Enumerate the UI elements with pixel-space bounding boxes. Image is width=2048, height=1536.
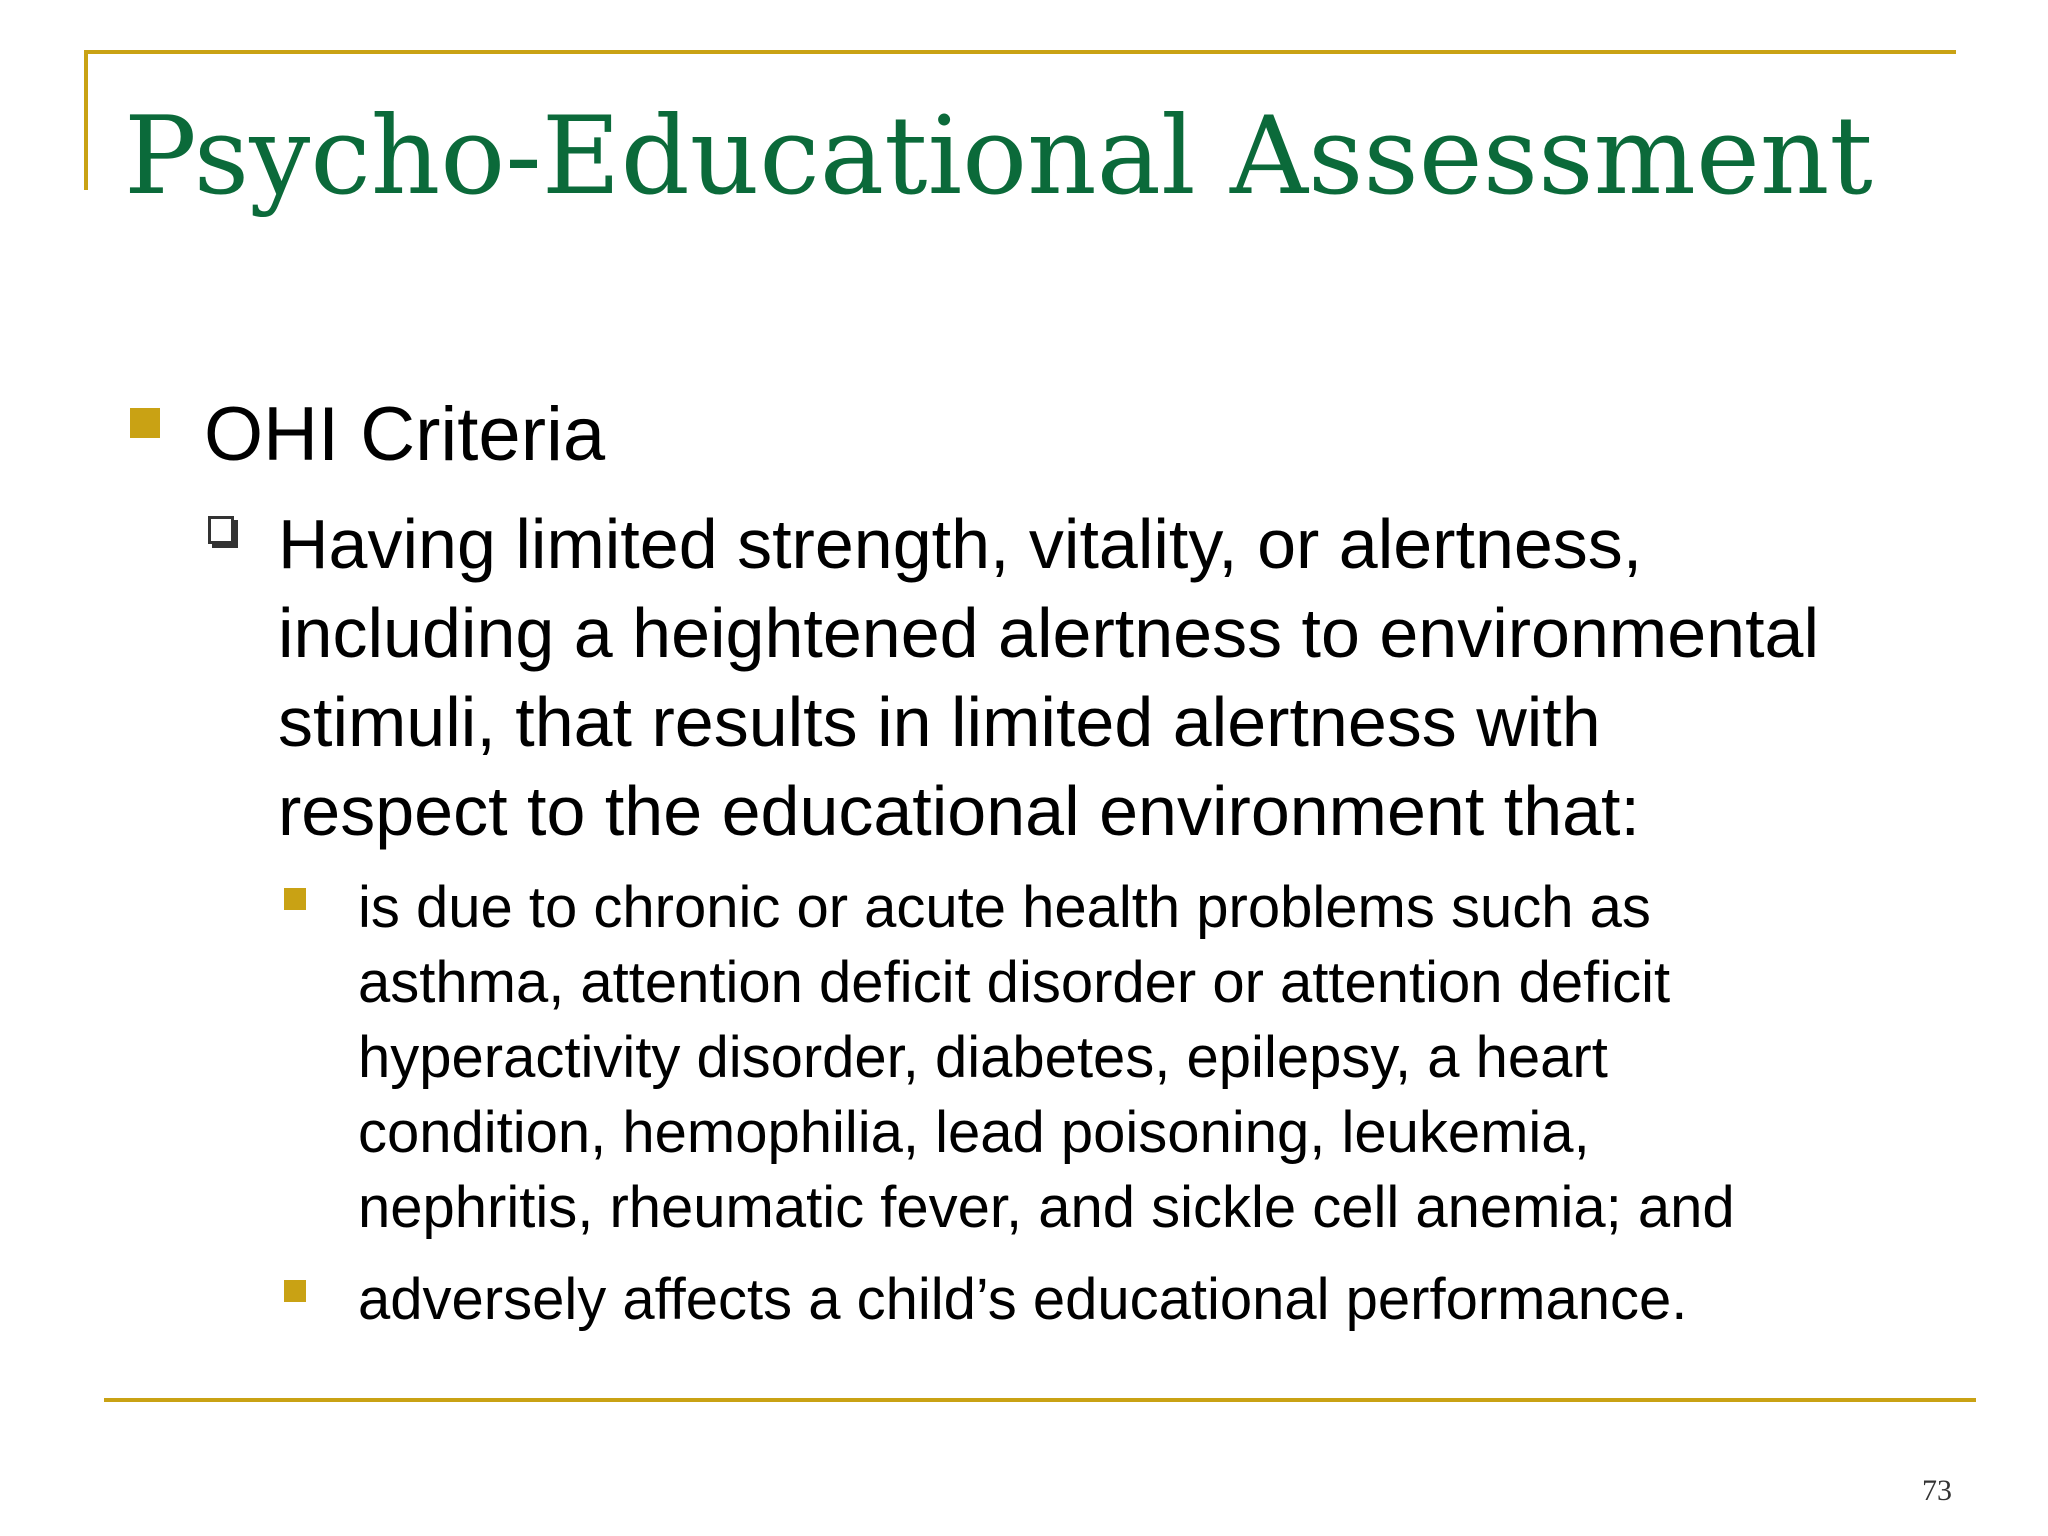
bottom-divider-line (104, 1398, 1976, 1402)
square-bullet-icon (130, 408, 160, 438)
text-line: nephritis, rheumatic fever, and sickle cell anemia; and (358, 1175, 1735, 1240)
square-bullet-icon (284, 888, 306, 910)
text-line: condition, hemophilia, lead poisoning, leukemia, (358, 1100, 1590, 1165)
text-line: adversely affects a child’s educational performance. (358, 1267, 1688, 1332)
bullet-ohi-criteria: OHI Criteria (204, 392, 606, 477)
top-divider-line (84, 50, 1956, 54)
sub-sub-bullet-educational-performance (358, 1262, 1958, 1337)
text-line: respect to the educational environment that: (278, 772, 1640, 850)
square-bullet-icon (284, 1280, 306, 1302)
text-line: asthma, attention deficit disorder or attention deficit (358, 950, 1671, 1015)
text-line: hyperactivity disorder, diabetes, epilepsy, a heart (358, 1025, 1608, 1090)
sub-sub-bullet-health-problems (358, 870, 1958, 1245)
page-number: 73 (1922, 1474, 1952, 1507)
slide-title: Psycho-Educational Assessment (124, 94, 1873, 219)
text-line: stimuli, that results in limited alertness with (278, 683, 1601, 761)
text-line: including a heightened alertness to environmental (278, 594, 1820, 672)
text-line: is due to chronic or acute health problems such as (358, 875, 1651, 940)
text-line: Having limited strength, vitality, or alertness, (278, 505, 1643, 583)
sub-bullet-limited-strength (278, 500, 1978, 856)
left-accent-line (84, 50, 88, 190)
checkbox-bullet-icon (208, 516, 234, 544)
